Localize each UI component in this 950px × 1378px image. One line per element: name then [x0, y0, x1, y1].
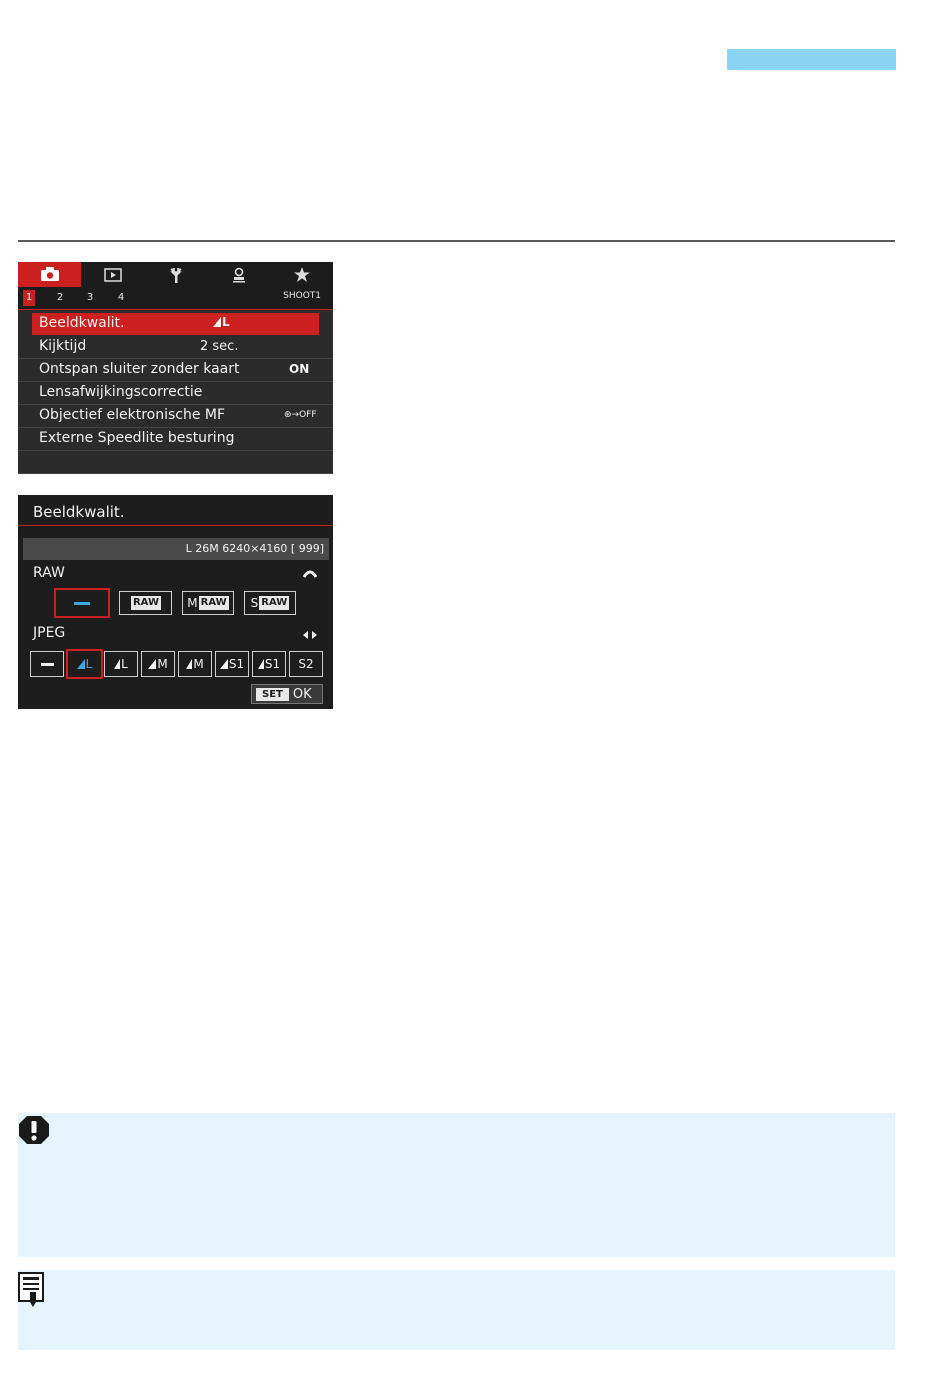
menu-item-label: Kijktijd	[39, 338, 87, 354]
star-icon	[294, 267, 310, 282]
menu-item-label: Objectief elektronische MF	[39, 407, 226, 423]
set-ok-button[interactable]	[251, 684, 323, 704]
caution-panel	[18, 1113, 895, 1257]
menu-item-lens-correction[interactable]	[18, 382, 333, 405]
subtab-1[interactable]: 1	[23, 290, 35, 306]
subtab-2[interactable]: 2	[56, 292, 64, 303]
fine-quality-icon	[77, 659, 85, 669]
menu-item-label: Externe Speedlite besturing	[39, 430, 235, 446]
quick-dial-icon	[302, 630, 318, 640]
note-panel	[18, 1270, 895, 1350]
section-divider	[18, 240, 895, 242]
menu-subtab-bar	[18, 287, 333, 310]
subtab-4[interactable]: 4	[117, 292, 125, 303]
normal-quality-icon	[186, 659, 192, 669]
quality-info-text: L 26M 6240×4160 [ 999]	[185, 542, 324, 555]
raw-option-sraw[interactable]: S RAW	[244, 591, 296, 615]
shoot-page-label: SHOOT1	[283, 291, 321, 301]
none-dash	[74, 602, 90, 605]
fine-quality-icon	[220, 659, 228, 669]
tab-my-menu[interactable]	[270, 262, 333, 287]
play-icon	[104, 268, 122, 282]
normal-quality-icon	[258, 659, 264, 669]
menu-item-review-time[interactable]	[18, 336, 333, 359]
raw-tag: RAW	[200, 597, 227, 608]
menu-item-release-without-card[interactable]	[18, 359, 333, 382]
jpeg-option-small1-normal[interactable]: S1	[252, 651, 286, 677]
fine-quality-icon	[148, 659, 156, 669]
normal-quality-icon	[114, 659, 120, 669]
menu-item-label: Lensafwijkingscorrectie	[39, 384, 203, 400]
fine-quality-icon	[213, 317, 221, 327]
memo-icon	[18, 1272, 46, 1308]
subtab-3[interactable]: 3	[86, 292, 94, 303]
menu-tab-bar	[18, 262, 333, 287]
tab-shooting[interactable]	[18, 262, 81, 287]
main-dial-icon	[302, 569, 318, 578]
jpeg-option-medium-fine[interactable]: M	[141, 651, 175, 677]
menu-item-value: ⊛→OFF	[284, 410, 317, 420]
title-underline	[18, 525, 333, 526]
tab-setup[interactable]	[144, 262, 207, 287]
jpeg-option-small1-fine[interactable]: S1	[215, 651, 249, 677]
tab-custom-functions[interactable]	[207, 262, 270, 287]
quality-title: Beeldkwalit.	[33, 503, 125, 521]
jpeg-section-label: JPEG	[33, 625, 66, 641]
jpeg-option-large-fine[interactable]: L	[66, 649, 103, 679]
menu-item-speedlite-control[interactable]	[18, 428, 333, 451]
raw-option-none[interactable]	[54, 588, 110, 618]
menu-item-value: ON	[289, 362, 310, 376]
ok-label: OK	[292, 686, 312, 702]
tab-playback[interactable]	[81, 262, 144, 287]
menu-item-empty	[18, 451, 333, 474]
jpeg-option-large-normal[interactable]: L	[104, 651, 138, 677]
menu-item-image-quality[interactable]	[32, 313, 319, 335]
menu-screen	[18, 262, 333, 474]
set-label: SET	[256, 688, 289, 701]
quality-screen	[18, 495, 333, 709]
wrench-icon	[169, 267, 183, 283]
menu-item-label: Ontspan sluiter zonder kaart	[39, 361, 240, 377]
menu-item-value: 2 sec.	[200, 339, 239, 354]
camera-icon	[40, 267, 60, 282]
raw-tag: RAW	[132, 597, 160, 608]
raw-option-raw[interactable]	[119, 591, 172, 615]
quality-info-bar	[23, 538, 329, 560]
menu-item-value: L	[213, 315, 230, 329]
jpeg-option-medium-normal[interactable]: M	[178, 651, 212, 677]
menu-item-electronic-mf[interactable]	[18, 405, 333, 428]
none-dash	[41, 663, 54, 666]
raw-tag: RAW	[261, 597, 288, 608]
caution-icon	[18, 1115, 50, 1145]
custom-icon	[231, 267, 247, 283]
section-tab-marker	[727, 49, 896, 70]
raw-option-mraw[interactable]: M RAW	[182, 591, 234, 615]
jpeg-option-small2[interactable]: S2	[289, 651, 323, 677]
raw-section-label: RAW	[33, 565, 65, 581]
jpeg-option-none[interactable]	[30, 651, 64, 677]
menu-item-label: Beeldkwalit.	[39, 315, 125, 331]
